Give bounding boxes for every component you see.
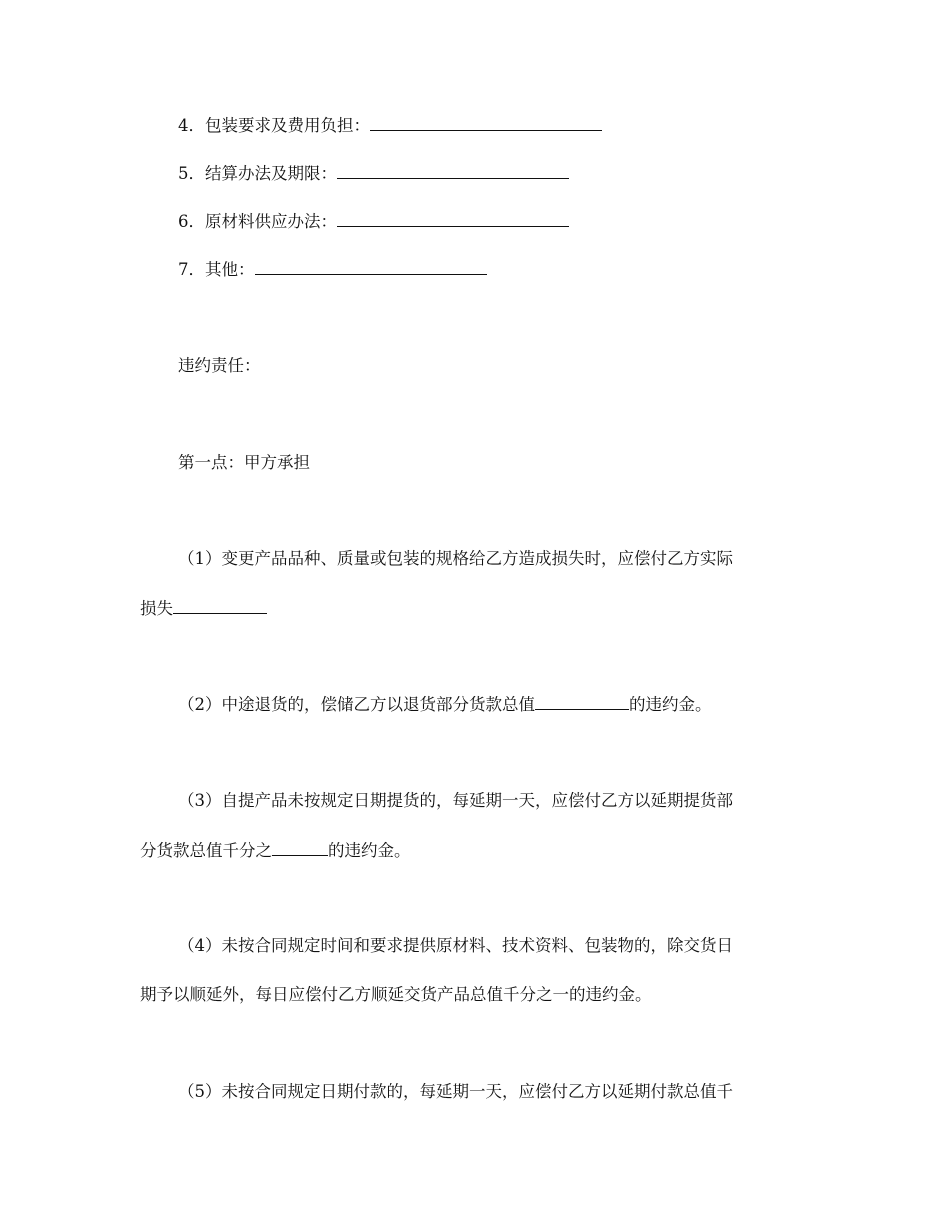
- clause-1-line-1: [178, 548, 733, 570]
- clause-label: （4）: [178, 936, 222, 955]
- clause-5-line-1: [178, 1081, 733, 1103]
- clause-text: 自提产品未按规定日期提货的，每延期一天，应偿付乙方以延期提货部: [221, 791, 733, 810]
- clause-text: 期予以顺延外，每日应偿付乙方顺延交货产品总值千分之一的违约金。: [140, 985, 652, 1004]
- clause-1-line-2: [140, 597, 267, 620]
- clause-label: （1）: [178, 549, 222, 568]
- fill-in-blank[interactable]: [173, 597, 267, 614]
- item-7: [178, 258, 487, 281]
- item-number: 4．: [178, 116, 205, 135]
- clause-3-line-1: [178, 790, 733, 812]
- item-label: 原材料供应办法：: [205, 212, 337, 231]
- clause-text: 损失: [140, 599, 173, 618]
- clause-text: 的违约金。: [629, 695, 712, 714]
- item-number: 7．: [178, 260, 205, 279]
- item-label: 其他：: [205, 260, 255, 279]
- clause-label: （2）: [178, 695, 222, 714]
- clause-text: 未按合同规定日期付款的，每延期一天，应偿付乙方以延期付款总值千: [221, 1082, 733, 1101]
- fill-in-blank[interactable]: [255, 258, 487, 275]
- clause-text: 变更产品品种、质量或包装的规格给乙方造成损失时，应偿付乙方实际: [221, 549, 733, 568]
- item-number: 6．: [178, 212, 205, 231]
- item-number: 5．: [178, 164, 205, 183]
- clause-2: [178, 693, 712, 716]
- fill-in-blank[interactable]: [337, 162, 569, 179]
- clause-text: 未按合同规定时间和要求提供原材料、技术资料、包装物的，除交货日: [221, 936, 733, 955]
- item-4: [178, 114, 602, 137]
- item-label: 包装要求及费用负担：: [205, 116, 370, 135]
- clause-3-line-2: [140, 839, 411, 862]
- clause-text: 中途退货的，偿储乙方以退货部分货款总值: [221, 695, 535, 714]
- clause-4-line-1: [178, 935, 733, 957]
- item-label: 结算办法及期限：: [205, 164, 337, 183]
- breach-heading: 违约责任：: [178, 356, 261, 375]
- point-one-heading: 第一点：甲方承担: [178, 453, 310, 472]
- fill-in-blank[interactable]: [370, 114, 602, 131]
- fill-in-blank[interactable]: [535, 693, 629, 710]
- fill-in-blank[interactable]: [272, 839, 328, 856]
- clause-label: （5）: [178, 1082, 222, 1101]
- clause-4-line-2: [140, 984, 652, 1006]
- item-5: [178, 162, 569, 185]
- clause-label: （3）: [178, 791, 222, 810]
- item-6: [178, 210, 569, 233]
- clause-text: 分货款总值千分之: [140, 841, 272, 860]
- clause-text: 的违约金。: [328, 841, 411, 860]
- fill-in-blank[interactable]: [337, 210, 569, 227]
